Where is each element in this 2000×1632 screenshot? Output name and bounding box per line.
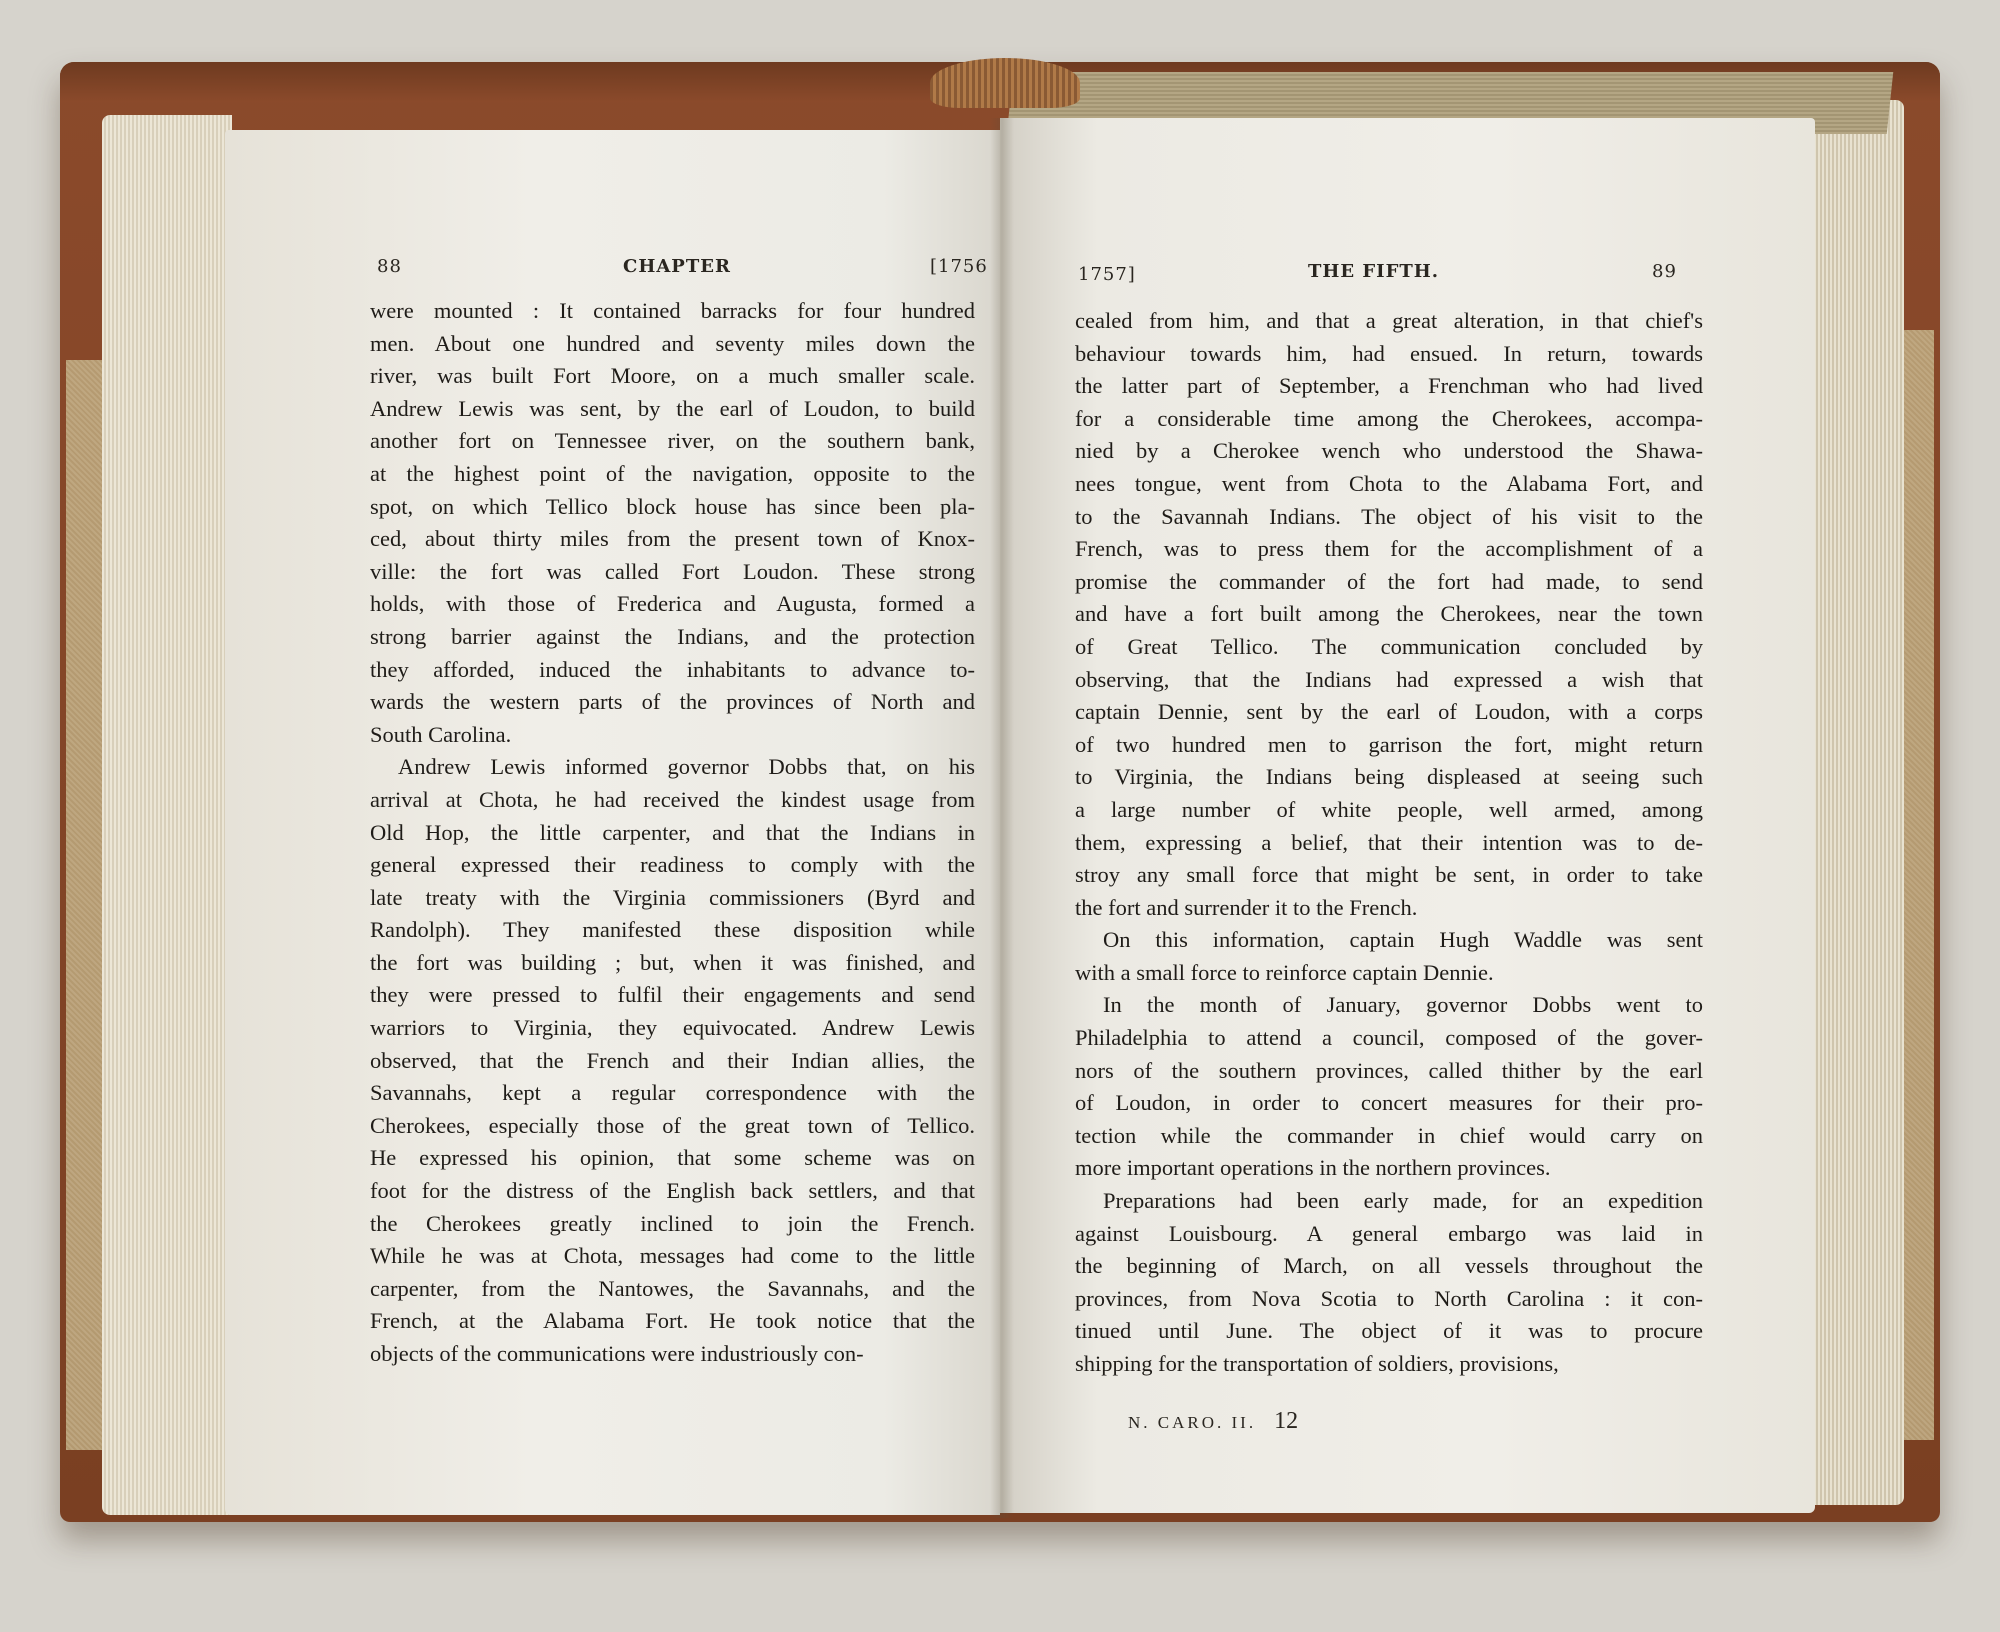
text-line: them, expressing a belief, that their intention was to de- (1075, 829, 1703, 855)
text-line: ced, about thirty miles from the present town of Knox- (370, 526, 975, 552)
book-gutter (990, 118, 1014, 1518)
text-line: nied by a Cherokee wench who understood the Shawa- (1075, 438, 1703, 464)
text-line: French, at the Alabama Fort. He took notice that the (370, 1308, 975, 1334)
text-line: French, was to press them for the accomplishment of a (1075, 536, 1703, 562)
text-line: the fort was building ; but, when it was finished, and (370, 949, 975, 975)
text-line: and have a fort built among the Cherokees, near the town (1075, 601, 1703, 627)
text-line: they afforded, induced the inhabitants to advance to- (370, 656, 975, 682)
text-line: stroy any small force that might be sent, in order to take (1075, 862, 1703, 888)
text-line: were mounted : It contained barracks for four hundred (370, 298, 975, 323)
spine-headband (930, 58, 1080, 108)
text-line: Andrew Lewis was sent, by the earl of Loudon, to build (370, 395, 975, 421)
text-line: general expressed their readiness to comply with the (370, 852, 975, 878)
text-line: While he was at Chota, messages had come to the little (370, 1243, 975, 1269)
text-line: foot for the distress of the English back settlers, and that (370, 1178, 975, 1204)
text-line: captain Dennie, sent by the earl of Loudon, with a corps (1075, 699, 1703, 725)
left-page-number: 88 (377, 256, 402, 277)
text-line: tinued until June. The object of it was to procure (1075, 1318, 1703, 1344)
text-line: of two hundred men to garrison the fort, might return (1075, 731, 1703, 757)
text-line: the beginning of March, on all vessels throughout the (1075, 1253, 1703, 1279)
text-line: a large number of white people, well armed, among (1075, 796, 1703, 822)
text-line: for a considerable time among the Cherokees, accompa- (1075, 405, 1703, 431)
right-year-marker: 1757] (1078, 264, 1136, 285)
text-line: tection while the commander in chief would carry on (1075, 1122, 1703, 1148)
text-line: warriors to Virginia, they equivocated. Andrew Lewis (370, 1015, 975, 1041)
text-line: observed, that the French and their Indian allies, the (370, 1047, 975, 1073)
text-line: Preparations had been early made, for an expedition (1103, 1188, 1703, 1214)
printer-signature (1128, 1408, 1298, 1435)
text-line: Randolph). They manifested these disposition while (370, 917, 975, 943)
text-line: In the month of January, governor Dobbs went to (1103, 992, 1703, 1018)
text-line: ville: the fort was called Fort Loudon. These strong (370, 558, 975, 584)
text-line: the Cherokees greatly inclined to join the French. (370, 1210, 975, 1236)
text-line: carpenter, from the Nantowes, the Savannahs, and the (370, 1275, 975, 1301)
text-line: river, was built Fort Moore, on a much smaller scale. (370, 363, 975, 389)
text-line: cealed from him, and that a great alteration, in that chief's (1075, 308, 1703, 333)
text-line: with a small force to reinforce captain Dennie. (1075, 959, 1494, 985)
text-line: Savannahs, kept a regular correspondence with the (370, 1080, 975, 1106)
cover-cloth-left (66, 360, 102, 1450)
text-line: South Carolina. (370, 721, 512, 747)
text-line: nees tongue, went from Chota to the Alabama Fort, and (1075, 470, 1703, 496)
right-running-title: THE FIFTH. (1308, 261, 1440, 282)
right-page-number: 89 (1652, 261, 1677, 282)
text-line: against Louisbourg. A general embargo was laid in (1075, 1220, 1703, 1246)
text-line: late treaty with the Virginia commissioners (Byrd and (370, 884, 975, 910)
text-line: the fort and surrender it to the French. (1075, 894, 1418, 920)
right-page-body (1075, 305, 1703, 1381)
text-line: shipping for the transportation of soldiers, provisions, (1075, 1351, 1559, 1376)
text-line: Cherokees, especially those of the great town of Tellico. (370, 1112, 975, 1138)
text-line: to Virginia, the Indians being displeased at seeing such (1075, 764, 1703, 790)
text-line: provinces, from Nova Scotia to North Carolina : it con- (1075, 1285, 1703, 1311)
page-edges-left (102, 115, 232, 1515)
text-line: Old Hop, the little carpenter, and that the Indians in (370, 819, 975, 845)
text-line: at the highest point of the navigation, opposite to the (370, 460, 975, 486)
text-line: men. About one hundred and seventy miles down the (370, 330, 975, 356)
text-line: spot, on which Tellico block house has since been pla- (370, 493, 975, 519)
text-line: to the Savannah Indians. The object of his visit to the (1075, 503, 1703, 529)
signature-number: 12 (1274, 1408, 1299, 1434)
text-line: wards the western parts of the provinces of North and (370, 689, 975, 715)
text-line: observing, that the Indians had expressed a wish that (1075, 666, 1703, 692)
text-line: promise the commander of the fort had made, to send (1075, 568, 1703, 594)
text-line: Philadelphia to attend a council, composed of the gover- (1075, 1025, 1703, 1051)
text-line: behaviour towards him, had ensued. In return, towards (1075, 340, 1703, 366)
text-line: another fort on Tennessee river, on the southern bank, (370, 428, 975, 454)
left-running-title: CHAPTER (623, 256, 731, 277)
text-line: of Great Tellico. The communication concluded by (1075, 633, 1703, 659)
text-line: more important operations in the northern provinces. (1075, 1155, 1551, 1181)
left-page (225, 130, 1000, 1515)
text-line: the latter part of September, a Frenchman who had lived (1075, 373, 1703, 399)
text-line: holds, with those of Frederica and Augusta, formed a (370, 591, 975, 617)
text-line: Andrew Lewis informed governor Dobbs that, on his (398, 754, 975, 780)
text-line: of Loudon, in order to concert measures for their pro- (1075, 1090, 1703, 1116)
left-page-body (370, 295, 975, 1371)
text-line: they were pressed to fulfil their engagements and send (370, 982, 975, 1008)
signature-mark: N. CARO. II. (1128, 1413, 1257, 1432)
text-line: arrival at Chota, he had received the kindest usage from (370, 786, 975, 812)
left-year-marker: [1756 (930, 256, 988, 277)
text-line: nors of the southern provinces, called thither by the earl (1075, 1057, 1703, 1083)
text-line: He expressed his opinion, that some scheme was on (370, 1145, 975, 1171)
text-line: On this information, captain Hugh Waddle was sent (1103, 927, 1703, 953)
text-line: objects of the communications were industriously con- (370, 1341, 864, 1366)
right-page (1000, 118, 1815, 1513)
text-line: strong barrier against the Indians, and the protection (370, 623, 975, 649)
